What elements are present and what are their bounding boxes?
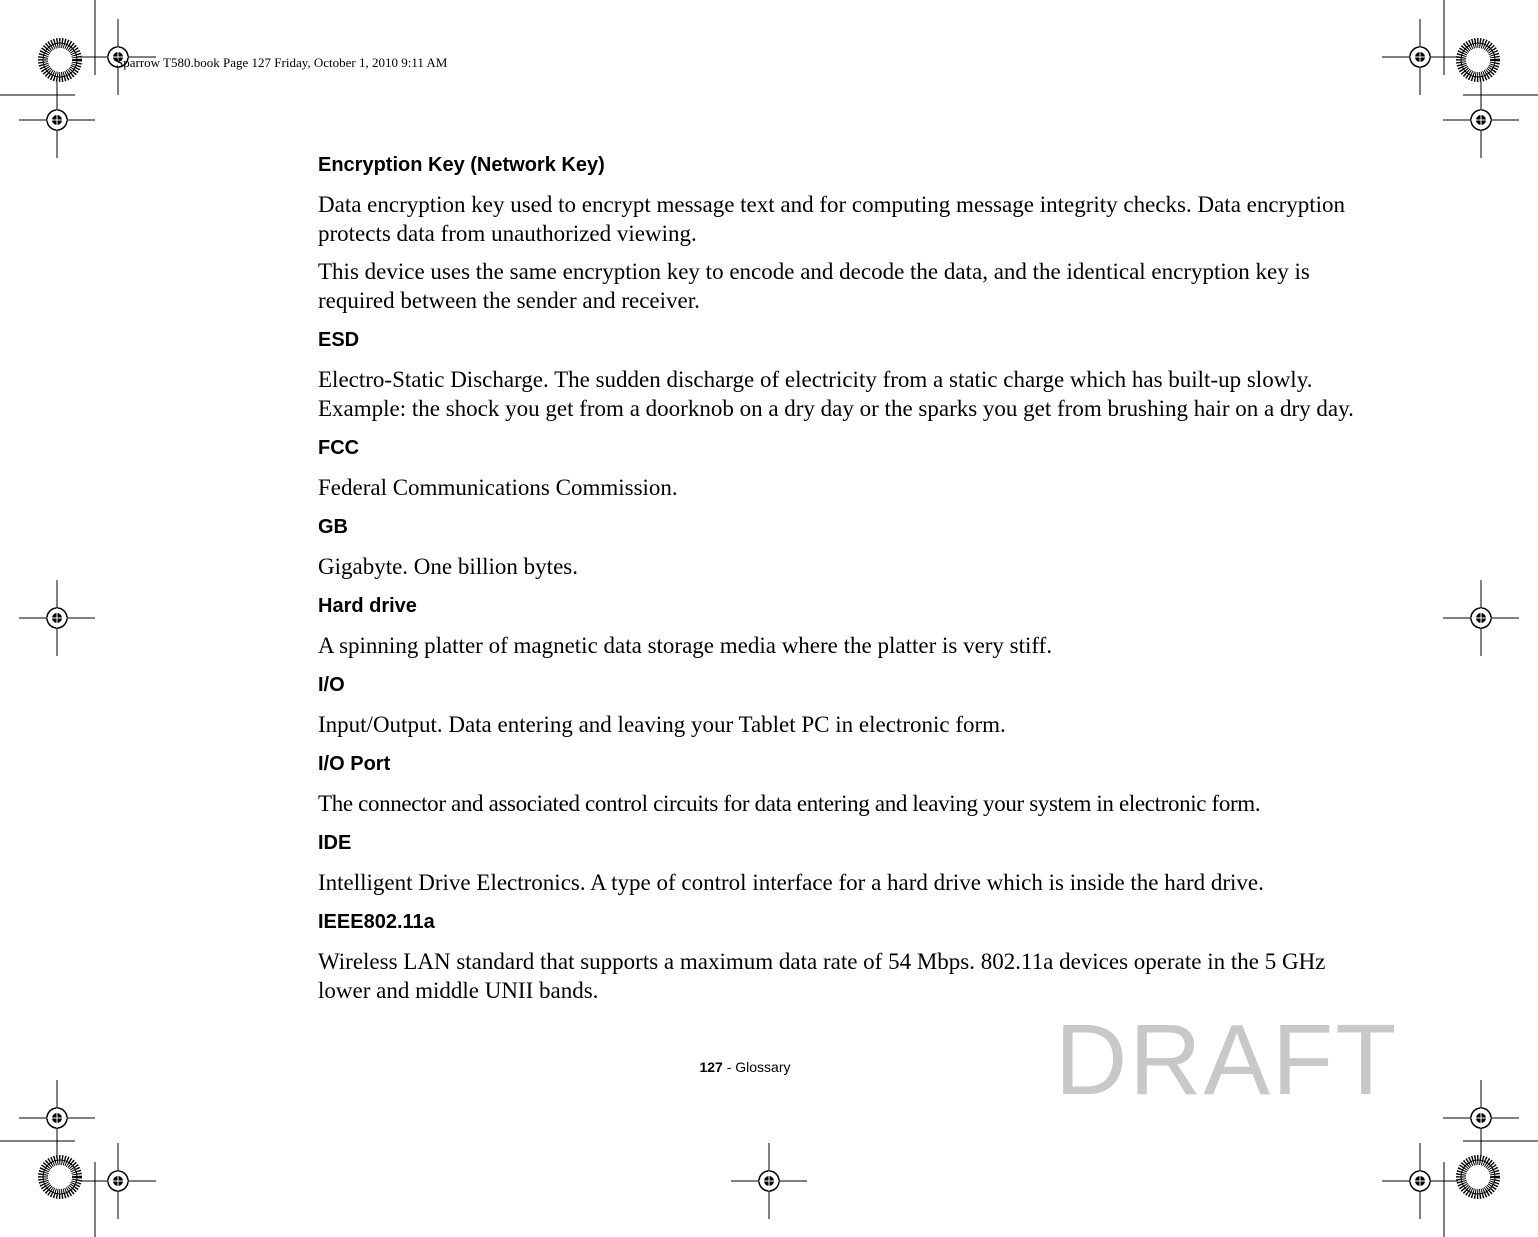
glossary-term: Hard drive bbox=[318, 595, 417, 617]
section-name: - Glossary bbox=[722, 1059, 791, 1075]
glossary-definition: Input/Output. Data entering and leaving your Tablet PC in electronic form. bbox=[318, 712, 1006, 737]
page-number: 127 bbox=[699, 1059, 723, 1075]
glossary-term: I/O bbox=[318, 674, 345, 696]
glossary-term: I/O Port bbox=[318, 753, 391, 775]
glossary-definition: This device uses the same encryption key to encode and decode the data, and the identical encryption key is required between the sender and receiver. bbox=[318, 259, 1310, 313]
glossary-term: IDE bbox=[318, 832, 352, 854]
glossary-term: ESD bbox=[318, 329, 360, 351]
glossary-definition: Intelligent Drive Electronics. A type of control interface for a hard drive which is inside the hard drive. bbox=[318, 870, 1264, 895]
glossary-definition: Data encryption key used to encrypt message text and for computing message integrity checks. Data encryption protects data from unauthorized viewing. bbox=[318, 192, 1346, 246]
book-header-note: Sparrow T580.book Page 127 Friday, October 1, 2010 9:11 AM bbox=[116, 55, 448, 70]
glossary-term: GB bbox=[318, 516, 348, 538]
glossary-definition: Electro-Static Discharge. The sudden discharge of electricity from a static charge which has built-up slowly. Example: the shock you get from a doorknob on a dry day or the sparks you get from brushing hair on a dry day. bbox=[318, 367, 1354, 421]
glossary-term: IEEE802.11a bbox=[318, 911, 435, 933]
glossary-definition: The connector and associated control circuits for data entering and leaving your system in electronic form. bbox=[318, 791, 1261, 816]
glossary-definition: Federal Communications Commission. bbox=[318, 475, 678, 500]
glossary-definition: Wireless LAN standard that supports a maximum data rate of 54 Mbps. 802.11a devices operate in the 5 GHz lower and middle UNII bands. bbox=[318, 949, 1326, 1003]
glossary-term: Encryption Key (Network Key) bbox=[318, 154, 605, 176]
glossary-term: FCC bbox=[318, 437, 360, 459]
glossary-content bbox=[318, 152, 1368, 1017]
draft-watermark: DRAFT bbox=[1055, 1004, 1399, 1116]
glossary-definition: Gigabyte. One billion bytes. bbox=[318, 554, 578, 579]
glossary-definition: A spinning platter of magnetic data storage media where the platter is very stiff. bbox=[318, 633, 1053, 658]
